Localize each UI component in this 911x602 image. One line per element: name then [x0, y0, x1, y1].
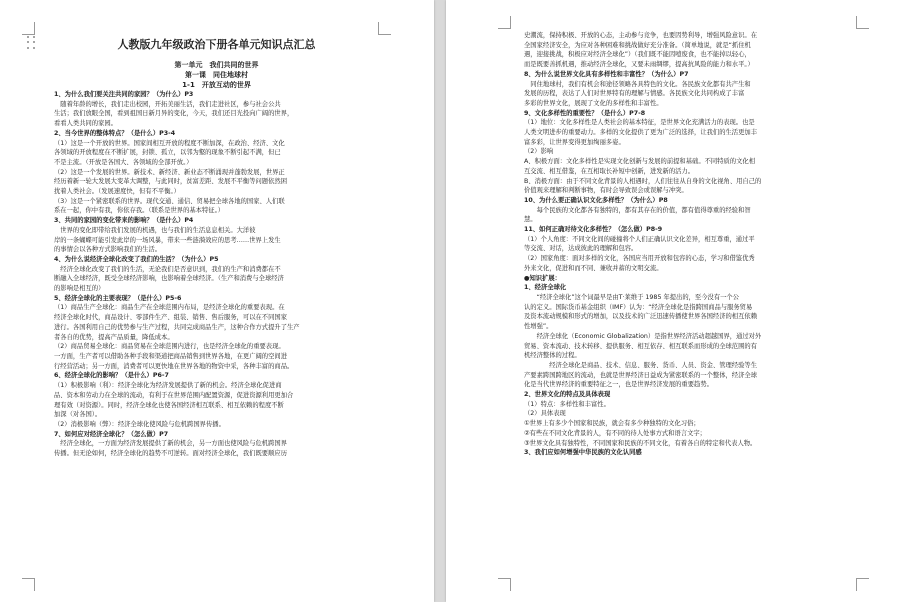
text-line: 及资本流动规模和形式的增加，以及技术的广泛迅速传播使世界各国经济的相互依赖	[524, 313, 757, 321]
question-heading: 1、经济全球化	[524, 284, 567, 292]
text-line: （2）具体表现	[524, 410, 566, 418]
document-page-right	[446, 0, 911, 602]
text-line: （1）这是一个开放的世界。国家间相互开放的程度不断加深，在政治、经济、文化	[54, 139, 285, 147]
text-line: 全国家经济安全，为应对各种困难和挑战做好充分准备。（简单地说，就是“抓住机	[524, 41, 751, 49]
left-page-body	[54, 90, 379, 459]
crop-mark-top-left	[22, 22, 35, 35]
text-line: 贸易、资本流动、技术转移、提供服务、相互依存、相互联系而形成的全球范围的有	[524, 342, 757, 350]
text-line: 等交流、对话，达成彼此的理解和包容。	[524, 245, 638, 253]
text-line: 互交流、相互借鉴，在互相取长补短中创新，进发新的活力。	[524, 167, 695, 175]
text-line: 产要素跨国跨地区的流动，也就是世界经济日益成为紧密联系的一个整体，经济全球	[524, 371, 757, 379]
text-line: 人类文明进步的重要动力。多样的文化提供了更为广泛的选择，让我们的生活更加丰	[524, 129, 757, 137]
question-heading: 2、当今世界的整体特点？（是什么）P3-4	[54, 129, 176, 137]
unit-heading: 第一单元 我们共同的世界	[174, 61, 259, 69]
text-line: （2）这是一个发展的世界。新技术、新经济、新业态不断涌现并蓬勃发展，世界正	[54, 168, 285, 176]
text-line: 同住地球村，我们有机会和途径领略各具特色的文化。各民族文化都有共产生和	[524, 80, 751, 88]
document-page-left	[0, 0, 434, 602]
text-line: 价值观来理解和判断事物，有时会导致误会或误解与冲突。	[524, 187, 688, 195]
lesson-heading: 第一课 同住地球村	[185, 71, 248, 79]
text-line: ①世界上有多少个国家和民族，就会有多少种独特的文化习俗；	[524, 420, 700, 428]
text-line: ③世界文化具有独特性，不同国家和民族的不同文化，有着各自的特定和代表人物。	[524, 439, 757, 447]
text-line: （1）特点：多样性和丰富性。	[524, 400, 610, 408]
text-line: （1）积极影响（利）：经济全球化为经济发展提供了新的机会。经济全球化促进商	[54, 382, 282, 390]
text-line: 多彩的世界文化，展现了文化的多样性和丰富性。	[524, 99, 663, 107]
text-line: 性增强”。	[524, 323, 553, 331]
text-line: 行经营活动；另一方面，消费者可以更快地在世界各地的物资中采，各种丰富的商品。	[54, 362, 294, 370]
text-line: 各领域的开放程度在不断扩展，封锁、孤立，以邻为壑的现象不断引起不满，但已	[54, 149, 281, 157]
text-line: 加深（对各国）。	[54, 411, 102, 419]
text-line: （1）个人角度：不同文化间的碰撞将个人们正确认识文化差异，相互尊重，通过平	[524, 235, 755, 243]
crop-mark-bottom-left	[498, 578, 511, 591]
text-line: （2）消极影响（弊）：经济全球化使风险与危机跨国界传播。	[54, 420, 225, 428]
question-heading: ●知识扩展：	[524, 274, 561, 282]
text-line: 理有效（对资源）。同时，经济全球化也使各国经济相互联系、相互依赖的程度不断	[54, 401, 284, 409]
text-line: （2）商品贸易全球化：商品贸易在全球范围内进行，也是经济全球化的重要表现。	[54, 343, 285, 351]
text-line: 生活；我们放眼全国，看到祖国日新月异的变化，今天，我们还目光投向广阔的世界，	[54, 110, 294, 118]
text-line: 化是当代世界经济的重要特征之一，也是世界经济发展的重要趋势。	[524, 381, 713, 389]
text-line: 传播。但无论如何，经济全球化的趋势不可逆转。面对经济全球化，我们既要顺应历	[54, 450, 287, 458]
text-line: （1）地位：文化多样性是人类社会的基本特征，是世界文化充满活力的表现。也是	[524, 119, 755, 127]
text-line: 不是主流。（开放是各国大、各领域的全部开放。）	[54, 158, 193, 166]
question-heading: 7、如何应对经济全球化？（怎么做）P7	[54, 430, 169, 438]
move-handle-icon[interactable]	[27, 36, 37, 50]
text-line: 岸的一条蝴蝶可能引发此岸的一场风暴，带来一些涟漪效应的思考……世界上发生	[54, 236, 281, 244]
vertical-scrollbar[interactable]	[905, 0, 909, 602]
text-line: 扰着人类社会。（发展速度快，但有不平衡。）	[54, 188, 180, 196]
question-heading: 1、为什么我们要关注共同的家园？（为什么）P3	[54, 91, 194, 98]
question-heading: 9、文化多样性的重要性？（是什么）P7-8	[524, 109, 646, 117]
text-line: 经济全球化，一方面为经济发展提供了新的机会，另一方面也使风险与危机跨国界	[54, 440, 287, 448]
text-line: 经济全球化（Economic Globalization）是指世界经济活动超越国界，通过对外	[524, 332, 762, 340]
text-line: 经济全球化改变了我们的生活，无论我们是否意识到，我们的生产和消费都在不	[54, 265, 281, 273]
text-line: 认的定义。国际货币基金组织（IMF）认为：“经济全球化是指跨国商品与服务贸易	[524, 303, 753, 311]
question-heading: 3、共同的家园的变化带来的影响？（是什么）P4	[54, 217, 194, 225]
text-line: 经历着新一轮大发展大变革大调整，与此同时，贫富差距、发展不平衡等问题依然困	[54, 178, 287, 186]
text-line: （1）商品生产全球化：商品生产在全球范围内布局，是经济全球化的重要表现。在	[54, 304, 285, 312]
text-line: A、积极方面：文化多样性是实现文化创新与发展的前提和基础。不同特质的文化相	[524, 158, 755, 166]
text-line: 外来文化，促进和而不同、兼收并蓄的文明交流。	[524, 264, 663, 272]
text-line: 一方面，生产者可以借助各种手段和渠道把商品销售到世界各地，在更广阔的空间进	[54, 352, 287, 360]
crop-mark-bottom-left	[22, 578, 35, 591]
text-line: 进行。各国利用自己的优势参与生产过程，共同完成商品生产，这种合作方式提升了生产	[54, 323, 300, 331]
text-line: 机经济整体的过程。	[524, 352, 581, 360]
text-line: 世界的变化即带给我们发展的机遇，也与我们的生活息息相关。大洋彼	[54, 226, 256, 234]
text-line: 断融入全球经济，既受全球经济影响，也影响着全球经济。（生产和消费与全球经济	[54, 275, 284, 283]
text-line: “经济全球化”这个词最早是由T·莱维于 1985 年提出的，至今没有一个公	[524, 293, 740, 301]
question-heading: 4、为什么说经济全球化改变了我们的生活？（为什么）P5	[54, 255, 219, 263]
text-line: （2）国家角度：面对多样的文化，各国应当用开放和包容的心态，学习和借鉴优秀	[524, 255, 755, 263]
text-line: 遇，迎接挑战，积极应对经济全球化”）（我们既不能因噎废食，也不能掉以轻心，	[524, 51, 751, 59]
text-line: 的影响是相互的）	[54, 285, 105, 293]
question-heading: 10、为什么要正确认识文化多样性？（为什么）P8	[524, 196, 668, 204]
text-line: 看看人类共同的家园。	[54, 120, 117, 128]
question-heading: 5、经济全球化的主要表现？（是什么）P5-6	[54, 294, 182, 302]
text-line: 系在一起，你中有我，你依存我。（联系是世界的基本特征。）	[54, 207, 225, 215]
text-line: 慧。	[524, 216, 537, 224]
question-heading: 8、为什么说世界文化具有多样性和丰富性？（为什么）P7	[524, 70, 689, 78]
question-heading: 2、世界文化的特点及具体表现	[524, 391, 611, 399]
question-heading: 6、经济全球化的影响？（是什么）P6-7	[54, 372, 169, 380]
crop-mark-top-right	[378, 22, 391, 35]
text-line: 经济全球化是商品、技术、信息、服务、货币、人员、资金、管理经验等生	[524, 361, 757, 369]
text-line: 经济全球化时代，商品设计、零部件生产、组装、销售、售后服务，可以在不同国家	[54, 314, 287, 322]
text-line: （3）这是一个紧密联系的世界。现代交通、通信、贸易把全球各地的国家、人们联	[54, 197, 285, 205]
text-line: 每个民族的文化都各有独特的，都有其存在的价值，都有值得尊重的经验和智	[524, 206, 751, 214]
text-line: ②有些在不同文化背景的人，有不同的待人处事方式和语言文字；	[524, 429, 706, 437]
left-page-content	[54, 36, 379, 459]
question-heading: 11、如何正确对待文化多样性？（怎么做）P8-9	[524, 226, 663, 234]
crop-mark-bottom-right	[856, 578, 869, 591]
text-line: 品、资本和劳动力在全球的流动，有利于在世界范围内配置资源，促进资源利用更加合	[54, 391, 294, 399]
right-page-body	[524, 31, 854, 458]
section-heading: 1-1 开放互动的世界	[182, 81, 251, 89]
right-page-content	[524, 31, 854, 458]
document-title: 人教版九年级政治下册各单元知识点汇总	[117, 38, 316, 51]
text-line: 富多彩，让世界变得更加绚丽多姿。	[524, 138, 625, 146]
text-line: 史潮流，保持积极、开放的心态，主动参与竞争，也要因势利导，增强风险意识。在	[524, 32, 757, 39]
text-line: 发展的历程，表达了人们对世界特有的理解与情感。各民族文化共同构成了丰富	[524, 90, 745, 98]
text-line: 随着年龄的增长，我们走出校园，开拓美丽生活，我们走进社区，参与社会公共	[54, 100, 281, 108]
text-line: B、消极方面：由于不同文化背景的人相遇时，人们往往从自身的文化视角、用自己的	[524, 177, 762, 185]
text-line: 的事情会以各种方式影响我们的生活。	[54, 246, 162, 254]
question-heading: 3、我们应如何增强中华民族的文化认同感	[524, 449, 642, 457]
text-line: （2）影响	[524, 148, 554, 156]
text-line: 者各自的优势，提高产品质量，降低成本。	[54, 333, 174, 341]
crop-mark-top-right	[856, 16, 869, 29]
crop-mark-top-left	[498, 16, 511, 29]
text-line: 而是既要善抓机遇，推动经济全球化，又要未雨绸缪，提高抗风险的能力和水平。）	[524, 61, 754, 69]
